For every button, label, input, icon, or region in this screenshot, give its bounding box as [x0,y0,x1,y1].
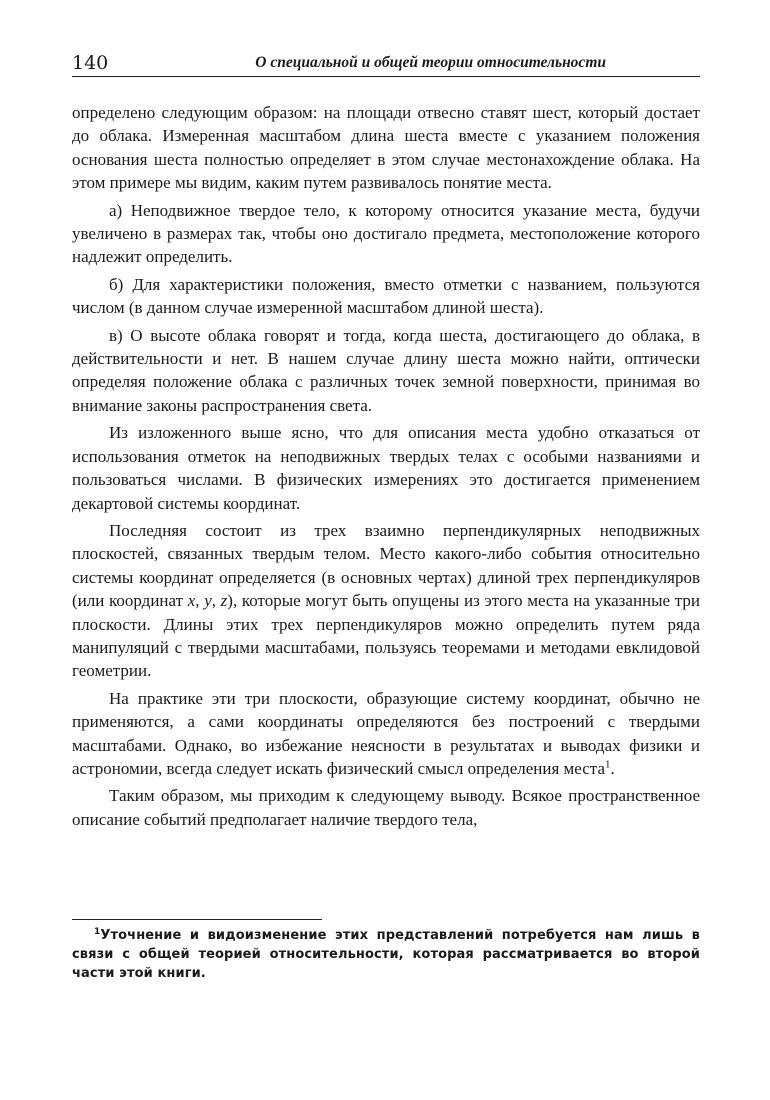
page-number: 140 [72,52,109,74]
paragraph-7-end: . [610,758,615,778]
paragraph-1: определено следующим образом: на площади отвесно ставят шест, который достает до облака. Измеренная масштабом длина шеста вместе с указанием положения основания шеста полностью определяет в этом случае местонахождение облака. На этом примере мы видим, каким путем развивалось понятие места. [72,103,700,193]
paragraph-6-text-b: ), которые могут быть опущены из этого места на указанные три плоскости. Длины этих трех перпендикуляров можно определить путем ряда манипуляций с твердыми масштабами, пользуясь теоремами и методами евклидовой геометрии. [72,591,700,681]
footnote-mark: 1 [94,926,101,937]
paragraph-6 [72,519,700,683]
paragraph-8: Таким образом, мы приходим к следующему выводу. Всякое пространственное описание событий предполагает наличие твердого тела, [72,786,700,829]
separator-2: , [211,591,221,611]
page-header [72,48,700,77]
paragraph-7 [72,687,700,781]
coordinate-y: y [204,591,212,611]
paragraph-6-text-a: Последняя состоит из трех взаимно перпендикулярных неподвижных плоскостей, связанных твердым телом. Место какого-либо события относительно системы координат определяется (в основных чертах) длиной трех перпендикуляров (или координат [72,520,700,611]
coordinate-x: x [187,591,196,611]
paragraph-7-text: На практике эти три плоскости, образующие систему координат, обычно не применяются, а сами координаты определяются без построений с твердыми масштабами. Однако, во избежание неясности в результатах и выводах физики и астрономии, всегда следует искать физический смысл определения места [72,688,700,778]
footnote-divider [72,919,322,920]
body-text [72,101,700,835]
paragraph-2: а) Неподвижное твердое тело, к которому относится указание места, будучи увеличено в размерах так, чтобы оно достигало предмета, местоположение которого надлежит определить. [72,200,700,267]
separator-1: , [195,591,205,611]
footnote-text: Уточнение и видоизменение этих представлений потребуется нам лишь в связи с общей теорией относительности, которая рассматривается во второй части этой книги. [72,928,700,981]
paragraph-5: Из изложенного выше ясно, что для описания места удобно отказаться от использования отметок на неподвижных твердых телах с особыми названиями и пользоваться числами. В физических измерениях это достигается применением декартовой системы координат. [72,423,700,513]
coordinate-z: z [220,591,228,611]
running-title: О специальной и общей теории относительности [255,54,606,71]
paragraph-3: б) Для характеристики положения, вместо отметки с названием, пользуются числом (в данном случае измеренной масштабом длиной шеста). [72,274,700,318]
footnote [72,926,700,983]
paragraph-4: в) О высоте облака говорят и тогда, когда шеста, достигающего до облака, в действительности и нет. В нашем случае длину шеста можно найти, оптически определяя положение облака с различных точек земной поверхности, принимая во внимание законы распространения света. [72,325,700,415]
footnote-reference: 1 [605,758,611,771]
